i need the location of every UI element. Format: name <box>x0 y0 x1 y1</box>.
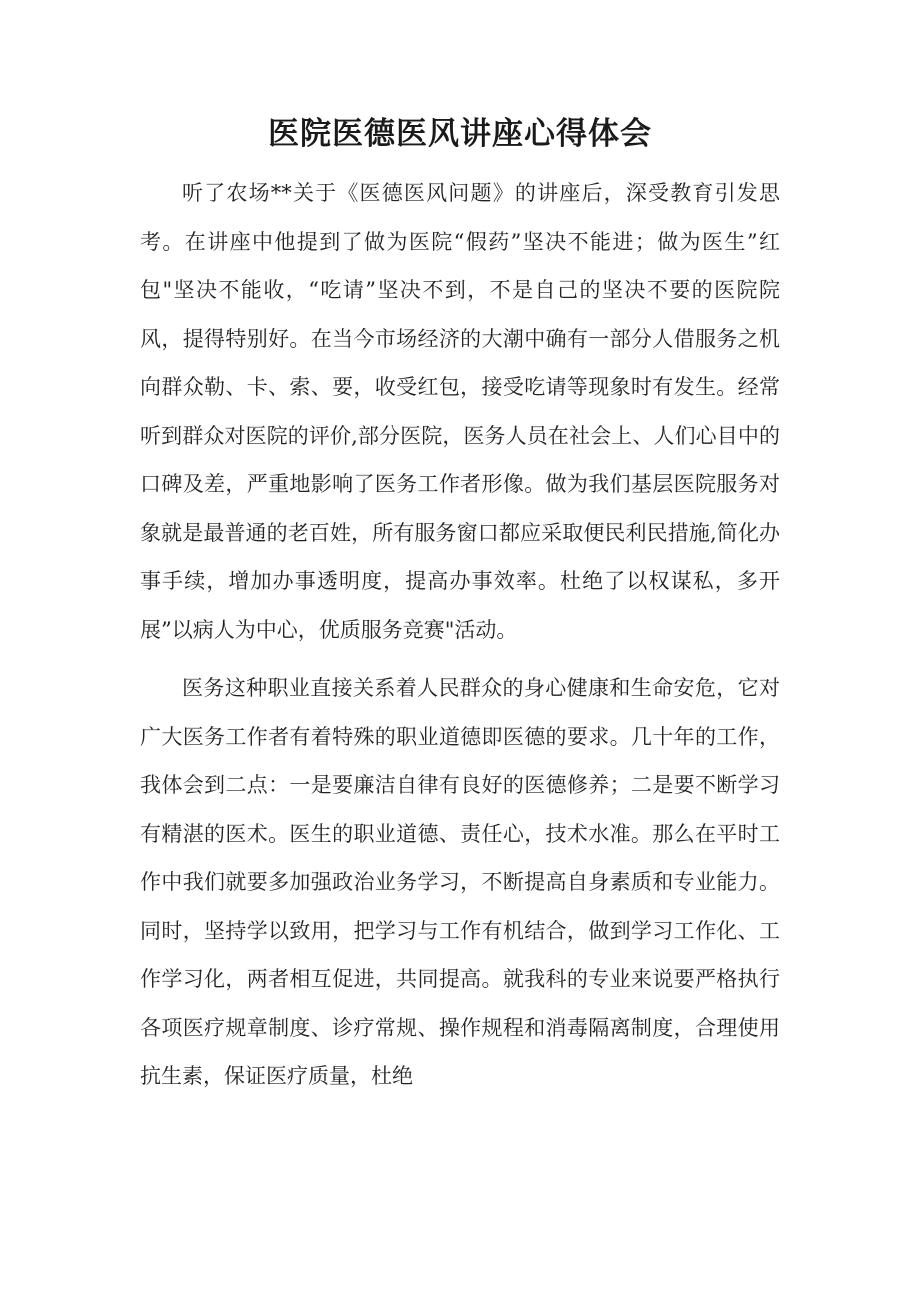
document-title: 医院医德医风讲座心得体会 <box>268 116 652 152</box>
paragraph: 听了农场**关于《医德医风问题》的讲座后，深受教育引发思考。在讲座中他提到了做为医院“假药”坚决不能进；做为医生”红包"坚决不能收，“吃请”坚决不到，不是自己的坚决不要的医院院风，提得特别好。在当今市场经济的大潮中确有一部分人借服务之机向群众勒、卡、索、要，收受红包，接受吃请等现象时有发生。经常听到群众对医院的评价,部分医院，医务人员在社会上、人们心目中的口碑及差，严重地影响了医务工作者形像。做为我们基层医院服务对象就是最普通的老百姓，所有服务窗口都应采取便民利民措施,简化办事手续，增加办事透明度，提高办事效率。杜绝了以权谋私，多开展”以病人为中心，优质服务竞赛"活动。 <box>140 181 780 642</box>
document-body <box>140 169 780 1101</box>
paragraph: 医务这种职业直接关系着人民群众的身心健康和生命安危，它对广大医务工作者有着特殊的职业道德即医德的要求。几十年的工作，我体会到二点：一是要廉洁自律有良好的医德修养；二是要不断学习有精湛的医术。医生的职业道德、责任心，技术水准。那么在平时工作中我们就要多加强政治业务学习，不断提高自身素质和专业能力。同时，坚持学以致用，把学习与工作有机结合，做到学习工作化、工作学习化，两者相互促进，共同提高。就我科的专业来说要严格执行各项医疗规章制度、诊疗常规、操作规程和消毒隔离制度，合理使用抗生素，保证医疗质量，杜绝 <box>140 676 780 1088</box>
